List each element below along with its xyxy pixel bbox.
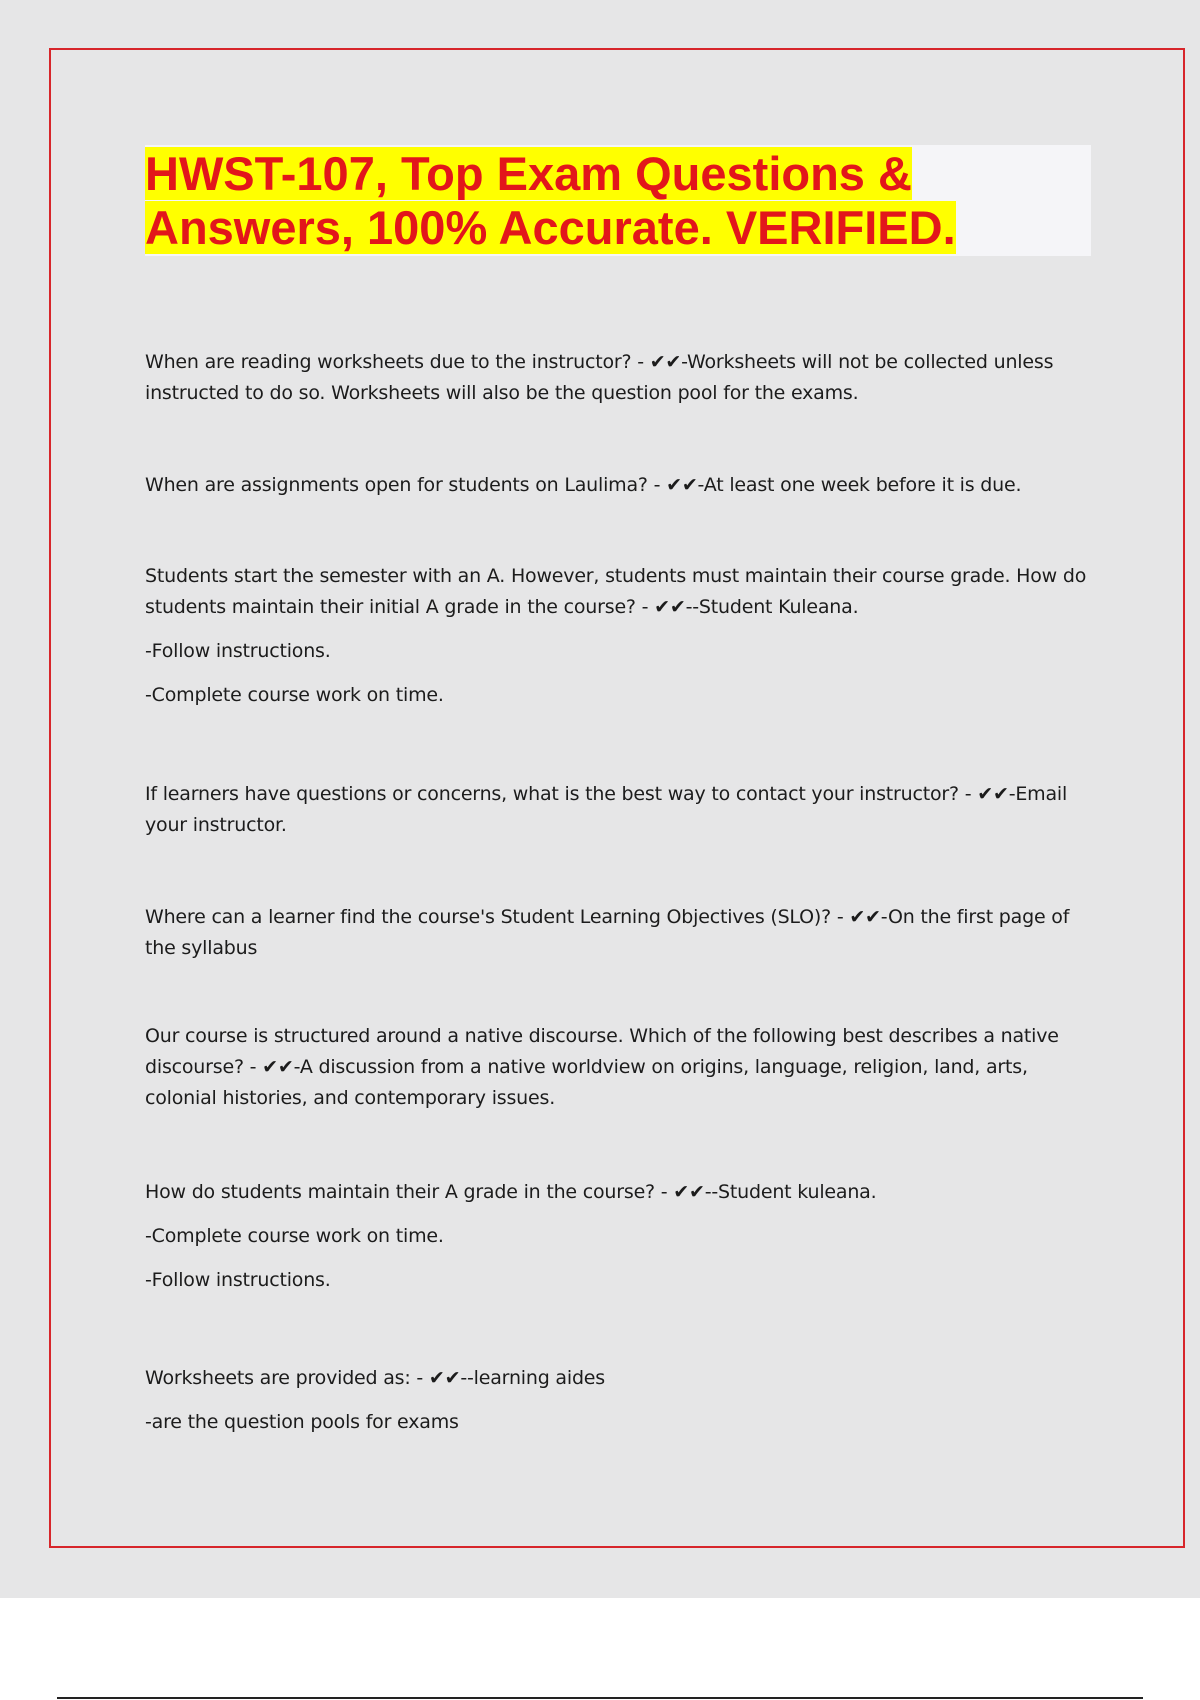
qa-item bbox=[145, 902, 1105, 964]
qa-subpoint: -are the question pools for exams bbox=[145, 1411, 459, 1433]
qa-item bbox=[145, 470, 1105, 501]
qa-text: Where can a learner find the course's Student Learning Objectives (SLO)? - ✔✔-On the first page of the syllabus bbox=[145, 906, 1070, 959]
qa-subpoint: -Complete course work on time. bbox=[145, 1225, 444, 1247]
qa-text: Our course is structured around a native discourse. Which of the following best describes a native discourse? - ✔✔-A discussion from a native worldview on origins, language, religion, land, arts, colonial histories, and contemporary issues. bbox=[145, 1025, 1059, 1109]
qa-subpoint: -Complete course work on time. bbox=[145, 684, 444, 706]
title-line-1: HWST-107, Top Exam Questions & bbox=[145, 147, 912, 200]
bottom-divider bbox=[57, 1697, 1143, 1699]
qa-item bbox=[145, 779, 1105, 841]
qa-item bbox=[145, 347, 1105, 409]
title-line-2: Answers, 100% Accurate. VERIFIED. bbox=[145, 201, 956, 254]
qa-text: When are assignments open for students on Laulima? - ✔✔-At least one week before it is due. bbox=[145, 474, 1022, 496]
qa-item bbox=[145, 1021, 1105, 1114]
qa-text: Students start the semester with an A. However, students must maintain their course grade. How do students maintain their initial A grade in the course? - ✔✔--Student Kuleana. bbox=[145, 565, 1087, 618]
qa-text: If learners have questions or concerns, what is the best way to contact your instructor? - ✔✔-Email your instructor. bbox=[145, 783, 1068, 836]
document-title bbox=[145, 147, 1025, 255]
qa-item bbox=[145, 561, 1105, 711]
qa-text: Worksheets are provided as: - ✔✔--learning aides bbox=[145, 1367, 605, 1389]
qa-text: How do students maintain their A grade in the course? - ✔✔--Student kuleana. bbox=[145, 1181, 877, 1203]
qa-item bbox=[145, 1363, 1105, 1438]
qa-item bbox=[145, 1177, 1105, 1296]
qa-subpoint: -Follow instructions. bbox=[145, 640, 331, 662]
qa-text: When are reading worksheets due to the instructor? - ✔✔-Worksheets will not be collected unless instructed to do so. Worksheets will also be the question pool for the exams. bbox=[145, 351, 1054, 404]
qa-subpoint: -Follow instructions. bbox=[145, 1269, 331, 1291]
